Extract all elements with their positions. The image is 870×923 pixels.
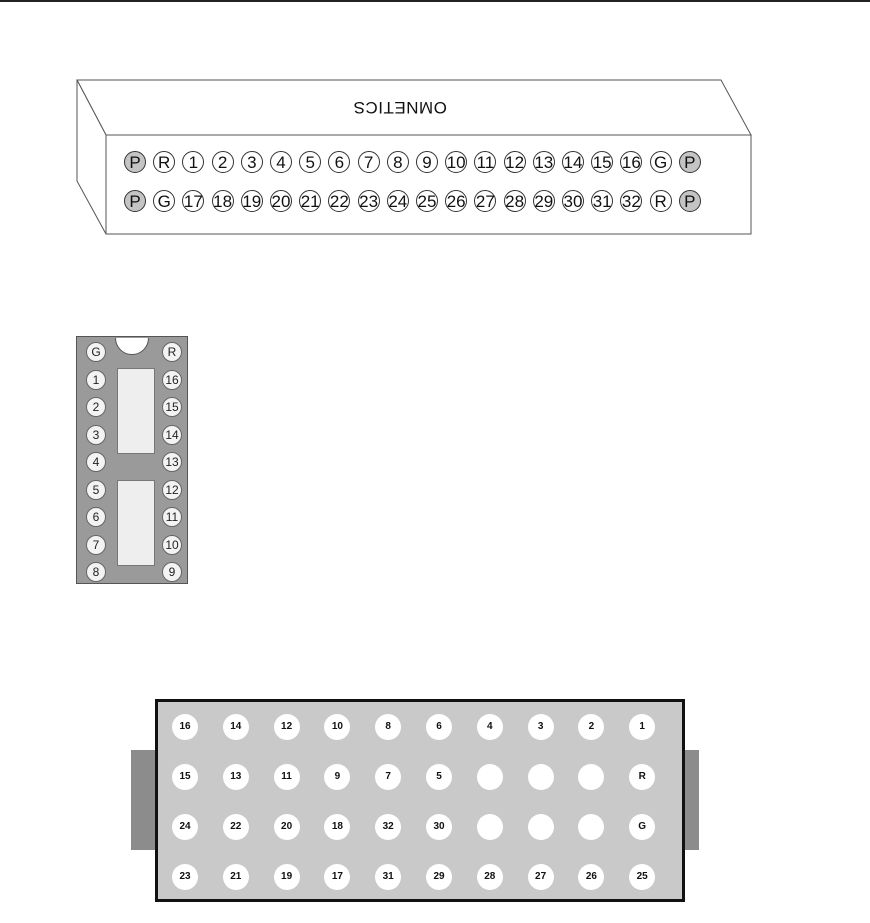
grid-pin-21: 21 (223, 864, 249, 890)
omnetics-pin-26: 26 (446, 191, 466, 211)
dip-pin-g: G (86, 342, 106, 362)
grid-pin-13: 13 (223, 764, 249, 790)
dip-pin-16: 16 (162, 370, 182, 390)
grid-pin-12: 12 (274, 714, 300, 740)
omnetics-pin-r: R (153, 151, 175, 173)
omnetics-pin-g: G (153, 190, 175, 212)
grid-pin-17: 17 (324, 864, 350, 890)
grid-pin-4: 4 (477, 714, 503, 740)
omnetics-pin-29: 29 (534, 191, 554, 211)
omnetics-pin-20: 20 (271, 191, 291, 211)
connector-body-outline (0, 0, 870, 260)
dip-slot-lower (117, 480, 155, 566)
grid-pin-30: 30 (426, 814, 452, 840)
omnetics-pin-3: 3 (241, 151, 263, 173)
grid-pin-9: 9 (324, 764, 350, 790)
omnetics-pin-5: 5 (299, 151, 321, 173)
omnetics-pin-31: 31 (592, 191, 612, 211)
omnetics-pin-13: 13 (534, 152, 554, 172)
dip-pin-r: R (162, 342, 182, 362)
grid-pin-32: 32 (375, 814, 401, 840)
grid-pin-1: 1 (629, 714, 655, 740)
grid-mount-tab-right (685, 750, 699, 850)
grid-pin-7: 7 (375, 764, 401, 790)
grid-pin-19: 19 (274, 864, 300, 890)
dip-pin-6: 6 (86, 507, 106, 527)
omnetics-pin-6: 6 (328, 151, 350, 173)
dip-pin-9: 9 (162, 562, 182, 582)
grid-pin-16: 16 (172, 714, 198, 740)
grid-pin-22: 22 (223, 814, 249, 840)
grid-pin-23: 23 (172, 864, 198, 890)
omnetics-pin-r: R (650, 190, 672, 212)
omnetics-pin-p: P (679, 151, 701, 173)
omnetics-pin-p: P (124, 190, 146, 212)
dip-notch (115, 321, 149, 355)
grid-pin-31: 31 (375, 864, 401, 890)
omnetics-pin-16: 16 (621, 152, 641, 172)
omnetics-pin-18: 18 (213, 191, 233, 211)
grid-pin-2: 2 (578, 714, 604, 740)
grid-pin-29: 29 (426, 864, 452, 890)
dip-slot-upper (117, 368, 155, 454)
omnetics-pin-8: 8 (387, 151, 409, 173)
omnetics-pin-14: 14 (563, 152, 583, 172)
grid-pin-20: 20 (274, 814, 300, 840)
omnetics-pin-1: 1 (182, 151, 204, 173)
grid-pin-3: 3 (528, 714, 554, 740)
grid-pin-14: 14 (223, 714, 249, 740)
grid-pin-10: 10 (324, 714, 350, 740)
omnetics-pin-22: 22 (329, 191, 349, 211)
grid-pin-24: 24 (172, 814, 198, 840)
omnetics-pin-12: 12 (505, 152, 525, 172)
omnetics-pin-17: 17 (183, 191, 203, 211)
omnetics-pin-15: 15 (592, 152, 612, 172)
grid-pin-26: 26 (578, 864, 604, 890)
omnetics-pin-2: 2 (212, 151, 234, 173)
dip-pin-14: 14 (162, 425, 182, 445)
grid-pin-28: 28 (477, 864, 503, 890)
grid-pin-6: 6 (426, 714, 452, 740)
omnetics-pin-7: 7 (358, 151, 380, 173)
grid-pin-25: 25 (629, 864, 655, 890)
dip-pin-7: 7 (86, 535, 106, 555)
dip-pin-2: 2 (86, 397, 106, 417)
grid-pin-r: R (629, 764, 655, 790)
grid-pin-unlabeled (578, 764, 604, 790)
grid-pin-15: 15 (172, 764, 198, 790)
grid-pin-unlabeled (477, 814, 503, 840)
grid-pin-5: 5 (426, 764, 452, 790)
omnetics-pin-32: 32 (621, 191, 641, 211)
omnetics-pin-27: 27 (475, 191, 495, 211)
dip-socket (76, 336, 188, 584)
omnetics-pin-g: G (650, 151, 672, 173)
grid-pin-unlabeled (528, 764, 554, 790)
omnetics-pin-11: 11 (474, 151, 496, 173)
grid-pin-unlabeled (528, 814, 554, 840)
grid-connector (155, 699, 685, 902)
dip-pin-1: 1 (86, 370, 106, 390)
grid-pin-unlabeled (578, 814, 604, 840)
grid-mount-tab-left (131, 750, 155, 850)
dip-pin-4: 4 (86, 452, 106, 472)
grid-pin-27: 27 (528, 864, 554, 890)
omnetics-pin-23: 23 (359, 191, 379, 211)
omnetics-connector (0, 0, 870, 260)
grid-pin-18: 18 (324, 814, 350, 840)
omnetics-pin-21: 21 (300, 191, 320, 211)
dip-pin-12: 12 (162, 480, 182, 500)
omnetics-pin-9: 9 (416, 151, 438, 173)
dip-pin-15: 15 (162, 397, 182, 417)
brand-label: OMNETICS (353, 98, 447, 117)
dip-pin-13: 13 (162, 452, 182, 472)
omnetics-pin-24: 24 (388, 191, 408, 211)
dip-pin-8: 8 (86, 562, 106, 582)
grid-pin-8: 8 (375, 714, 401, 740)
omnetics-pin-4: 4 (270, 151, 292, 173)
grid-pin-unlabeled (477, 764, 503, 790)
grid-pin-g: G (629, 814, 655, 840)
omnetics-pin-28: 28 (505, 191, 525, 211)
dip-pin-5: 5 (86, 480, 106, 500)
dip-pin-10: 10 (162, 535, 182, 555)
omnetics-pin-p: P (124, 151, 146, 173)
omnetics-pin-25: 25 (417, 191, 437, 211)
dip-pin-11: 11 (162, 507, 182, 527)
omnetics-pin-19: 19 (242, 191, 262, 211)
omnetics-pin-30: 30 (563, 191, 583, 211)
omnetics-pin-p: P (679, 190, 701, 212)
dip-pin-3: 3 (86, 425, 106, 445)
grid-pin-11: 11 (274, 764, 300, 790)
omnetics-pin-10: 10 (446, 152, 466, 172)
